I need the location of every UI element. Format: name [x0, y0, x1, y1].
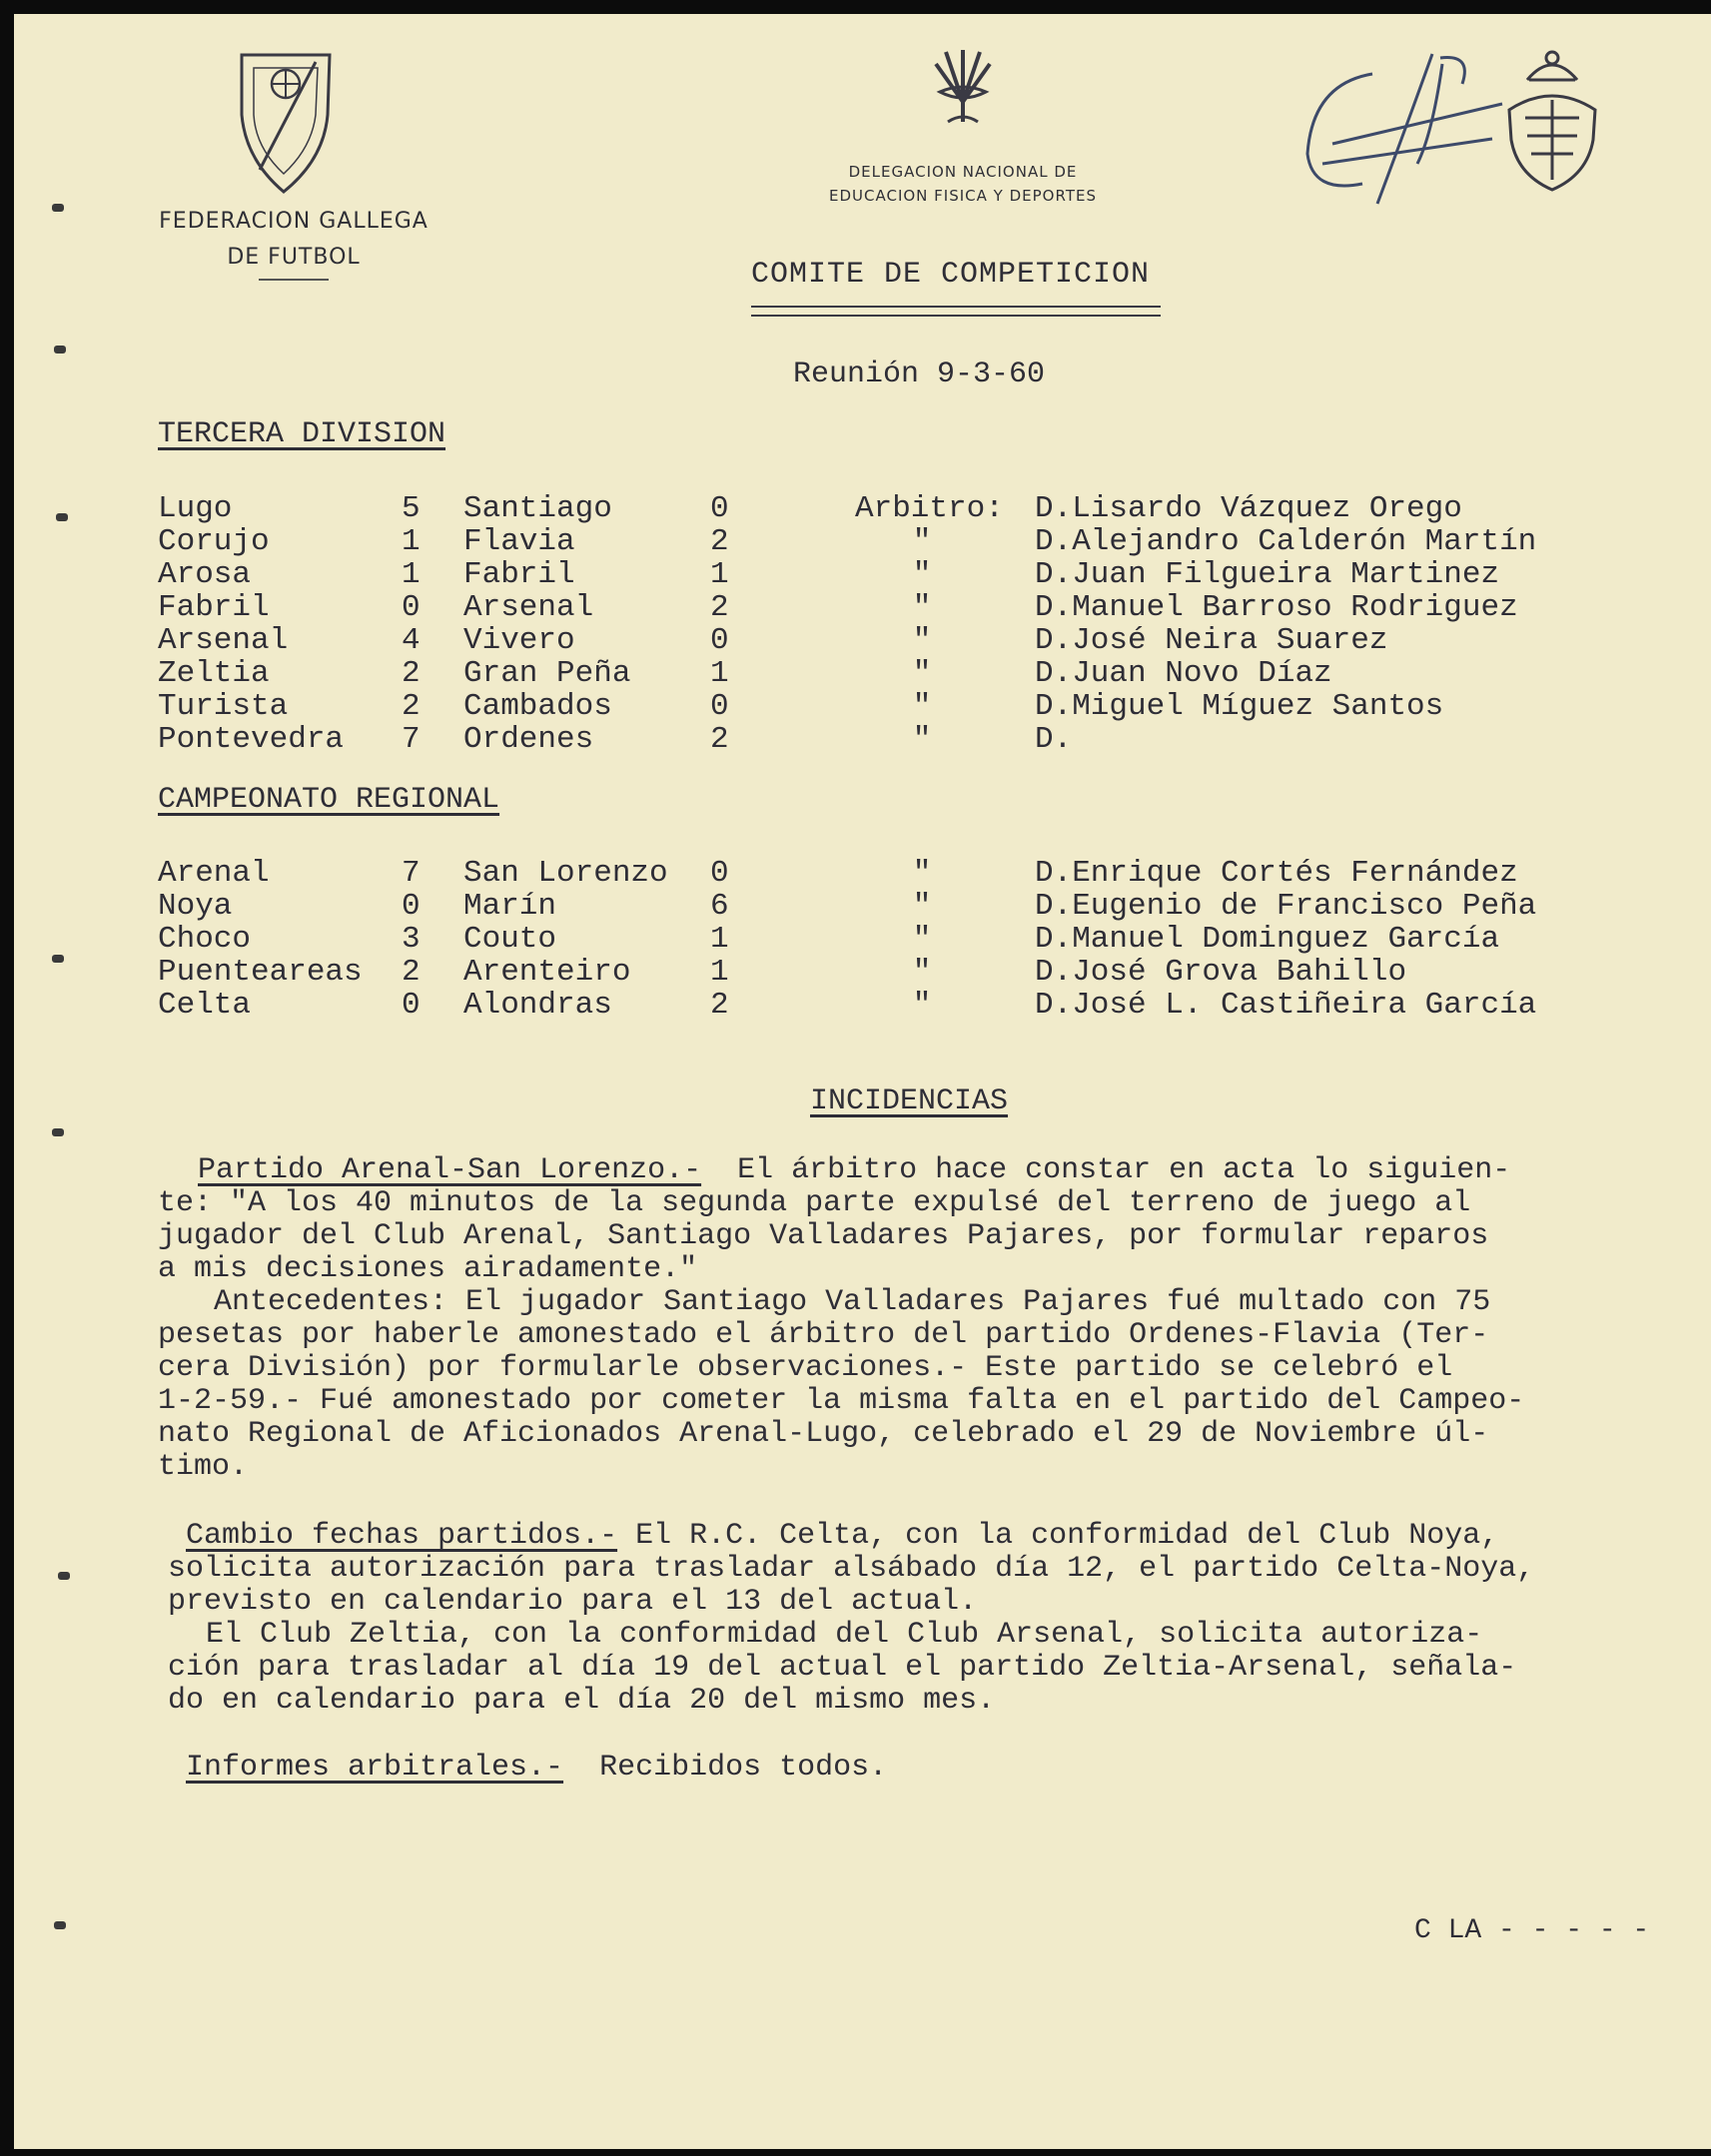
paragraph-line: te: "A los 40 minutos de la segunda parte expulsé del terreno de juego al [158, 1186, 1471, 1220]
ditto-mark: " [912, 889, 932, 924]
away-team: Arsenal [463, 590, 594, 625]
match-row [158, 722, 1073, 757]
away-team: Alondras [463, 988, 612, 1023]
home-goals: 5 [402, 491, 421, 526]
away-goals: 2 [710, 988, 729, 1023]
paragraph-line [186, 1520, 1711, 1553]
home-goals: 2 [402, 656, 421, 691]
referee-name: D. [1035, 722, 1073, 757]
binding-hole [52, 955, 64, 963]
home-team: Lugo [158, 491, 233, 526]
home-team: Puenteareas [158, 955, 363, 990]
binding-hole [56, 513, 68, 521]
home-team: Noya [158, 889, 233, 924]
paragraph-heading: Informes arbitrales.- [186, 1751, 564, 1785]
paragraph-line: 1-2-59.- Fué amonestado por cometer la misma falta en el partido del Campeo- [158, 1384, 1525, 1418]
delegation-line: EDUCACION FISICA Y DEPORTES [829, 187, 1097, 205]
referee-name: D.José L. Castiñeira García [1035, 988, 1537, 1023]
ditto-mark: " [912, 623, 932, 658]
binding-hole [54, 1921, 66, 1929]
ditto-mark: " [912, 988, 932, 1023]
match-row [158, 988, 1537, 1023]
federation-shield-logo [232, 40, 342, 200]
home-team: Zeltia [158, 656, 270, 691]
federation-crest-logo [1497, 40, 1607, 200]
home-goals: 0 [402, 889, 421, 924]
away-team: Ordenes [463, 722, 594, 757]
away-team: Cambados [463, 689, 612, 724]
referee-name: D.José Grova Bahillo [1035, 955, 1407, 990]
home-goals: 7 [402, 856, 421, 891]
ditto-mark: " [912, 689, 932, 724]
home-team: Corujo [158, 524, 270, 559]
paragraph-line: do en calendario para el día 20 del mismo mes. [168, 1684, 996, 1718]
delegation-name [813, 160, 1113, 208]
home-goals: 0 [402, 988, 421, 1023]
away-goals: 0 [710, 491, 729, 526]
ditto-mark: " [912, 590, 932, 625]
ditto-mark: " [912, 856, 932, 891]
paragraph-line: Antecedentes: El jugador Santiago Valladares Pajares fué multado con 75 [178, 1285, 1491, 1319]
binding-hole [54, 346, 66, 354]
away-team: Gran Peña [463, 656, 631, 691]
away-goals: 0 [710, 856, 729, 891]
handwritten-initials [1292, 44, 1512, 234]
referee-name: D.Manuel Barroso Rodriguez [1035, 590, 1518, 625]
referee-name: D.José Neira Suarez [1035, 623, 1388, 658]
ditto-mark: " [912, 557, 932, 592]
match-row [158, 590, 1518, 625]
away-goals: 2 [710, 590, 729, 625]
referee-name: D.Juan Novo Díaz [1035, 656, 1332, 691]
match-row [158, 689, 1444, 724]
away-goals: 2 [710, 722, 729, 757]
home-goals: 2 [402, 689, 421, 724]
committee-title-rule [751, 306, 1161, 317]
away-team: Marín [463, 889, 557, 924]
paragraph-line: cera División) por formularle observaciones.- Este partido se celebró el [158, 1351, 1453, 1385]
away-goals: 1 [710, 656, 729, 691]
match-row [158, 524, 1537, 559]
yoke-arrows-emblem [928, 42, 998, 132]
campeonato-regional-heading: CAMPEONATO REGIONAL [158, 783, 500, 817]
paragraph-heading: Cambio fechas partidos.- [186, 1519, 618, 1553]
home-goals: 4 [402, 623, 421, 658]
referee-name: D.Alejandro Calderón Martín [1035, 524, 1537, 559]
paragraph-text: El R.C. Celta, con la conformidad del Club Noya, [617, 1519, 1499, 1553]
federation-line: FEDERACION GALLEGA [159, 209, 428, 234]
away-goals: 2 [710, 524, 729, 559]
home-team: Fabril [158, 590, 270, 625]
delegation-line: DELEGACION NACIONAL DE [848, 163, 1078, 181]
paragraph-line: El Club Zeltia, con la conformidad del Club Arsenal, solicita autoriza- [188, 1618, 1483, 1652]
home-team: Arenal [158, 856, 270, 891]
home-goals: 1 [402, 557, 421, 592]
home-team: Choco [158, 922, 252, 957]
away-team: Flavia [463, 524, 575, 559]
referee-name: D.Juan Filgueira Martinez [1035, 557, 1500, 592]
paragraph-line: timo. [158, 1450, 249, 1484]
away-goals: 1 [710, 922, 729, 957]
home-team: Turista [158, 689, 289, 724]
home-team: Celta [158, 988, 252, 1023]
home-team: Arsenal [158, 623, 289, 658]
home-team: Pontevedra [158, 722, 345, 757]
paragraph-line: previsto en calendario para el 13 del actual. [168, 1585, 978, 1619]
federation-underline [259, 279, 329, 281]
paragraph-line [186, 1752, 1711, 1785]
referee-name: D.Miguel Míguez Santos [1035, 689, 1444, 724]
home-goals: 0 [402, 590, 421, 625]
home-goals: 1 [402, 524, 421, 559]
home-goals: 3 [402, 922, 421, 957]
away-team: Santiago [463, 491, 612, 526]
away-team: Fabril [463, 557, 575, 592]
away-team: Vivero [463, 623, 575, 658]
away-team: San Lorenzo [463, 856, 668, 891]
paragraph-line: solicita autorización para trasladar alsábado día 12, el partido Celta-Noya, [168, 1552, 1535, 1586]
tercera-division-heading: TERCERA DIVISION [158, 417, 446, 451]
meeting-date: Reunión 9-3-60 [793, 358, 1046, 391]
away-goals: 0 [710, 623, 729, 658]
match-row [158, 856, 1518, 891]
ditto-mark: " [912, 656, 932, 691]
home-team: Arosa [158, 557, 252, 592]
referee-name: D.Manuel Dominguez García [1035, 922, 1500, 957]
continuation-mark: C LA - - - - - [1414, 1915, 1650, 1946]
home-goals: 7 [402, 722, 421, 757]
federation-name [144, 204, 443, 276]
away-team: Couto [463, 922, 557, 957]
away-goals: 1 [710, 955, 729, 990]
paragraph-heading: Partido Arenal-San Lorenzo.- [198, 1153, 702, 1187]
ditto-mark: " [912, 722, 932, 757]
match-row [158, 623, 1388, 658]
binding-hole [52, 1128, 64, 1136]
ditto-mark: " [912, 955, 932, 990]
match-row [158, 955, 1407, 990]
document-page [14, 14, 1711, 2149]
paragraph-line [198, 1154, 1711, 1187]
match-row [158, 491, 1462, 526]
incidencias-heading: INCIDENCIAS [810, 1084, 1009, 1118]
paragraph-line: nato Regional de Aficionados Arenal-Lugo, celebrado el 29 de Noviembre úl- [158, 1417, 1489, 1451]
paragraph-text: Recibidos todos. [563, 1751, 888, 1785]
match-row [158, 889, 1537, 924]
ditto-mark: " [912, 922, 932, 957]
binding-hole [58, 1572, 70, 1580]
away-goals: 6 [710, 889, 729, 924]
match-row [158, 922, 1500, 957]
paragraph-text: El árbitro hace constar en acta lo siguien- [701, 1153, 1511, 1187]
referee-name: D.Enrique Cortés Fernández [1035, 856, 1518, 891]
federation-line: DE FUTBOL [227, 245, 361, 270]
away-goals: 0 [710, 689, 729, 724]
paragraph-line: ción para trasladar al día 19 del actual el partido Zeltia-Arsenal, señala- [168, 1651, 1517, 1685]
referee-label: Arbitro: [855, 491, 1004, 526]
paragraph-line: a mis decisiones airadamente." [158, 1252, 698, 1286]
referee-name: D.Eugenio de Francisco Peña [1035, 889, 1537, 924]
match-row [158, 557, 1500, 592]
home-goals: 2 [402, 955, 421, 990]
committee-title: COMITE DE COMPETICION [751, 258, 1151, 292]
away-goals: 1 [710, 557, 729, 592]
binding-hole [52, 204, 64, 212]
paragraph-line: jugador del Club Arenal, Santiago Valladares Pajares, por formular reparos [158, 1219, 1489, 1253]
away-team: Arenteiro [463, 955, 631, 990]
match-row [158, 656, 1332, 691]
paragraph-line: pesetas por haberle amonestado el árbitro del partido Ordenes-Flavia (Ter- [158, 1318, 1489, 1352]
ditto-mark: " [912, 524, 932, 559]
referee-name: D.Lisardo Vázquez Orego [1035, 491, 1462, 526]
